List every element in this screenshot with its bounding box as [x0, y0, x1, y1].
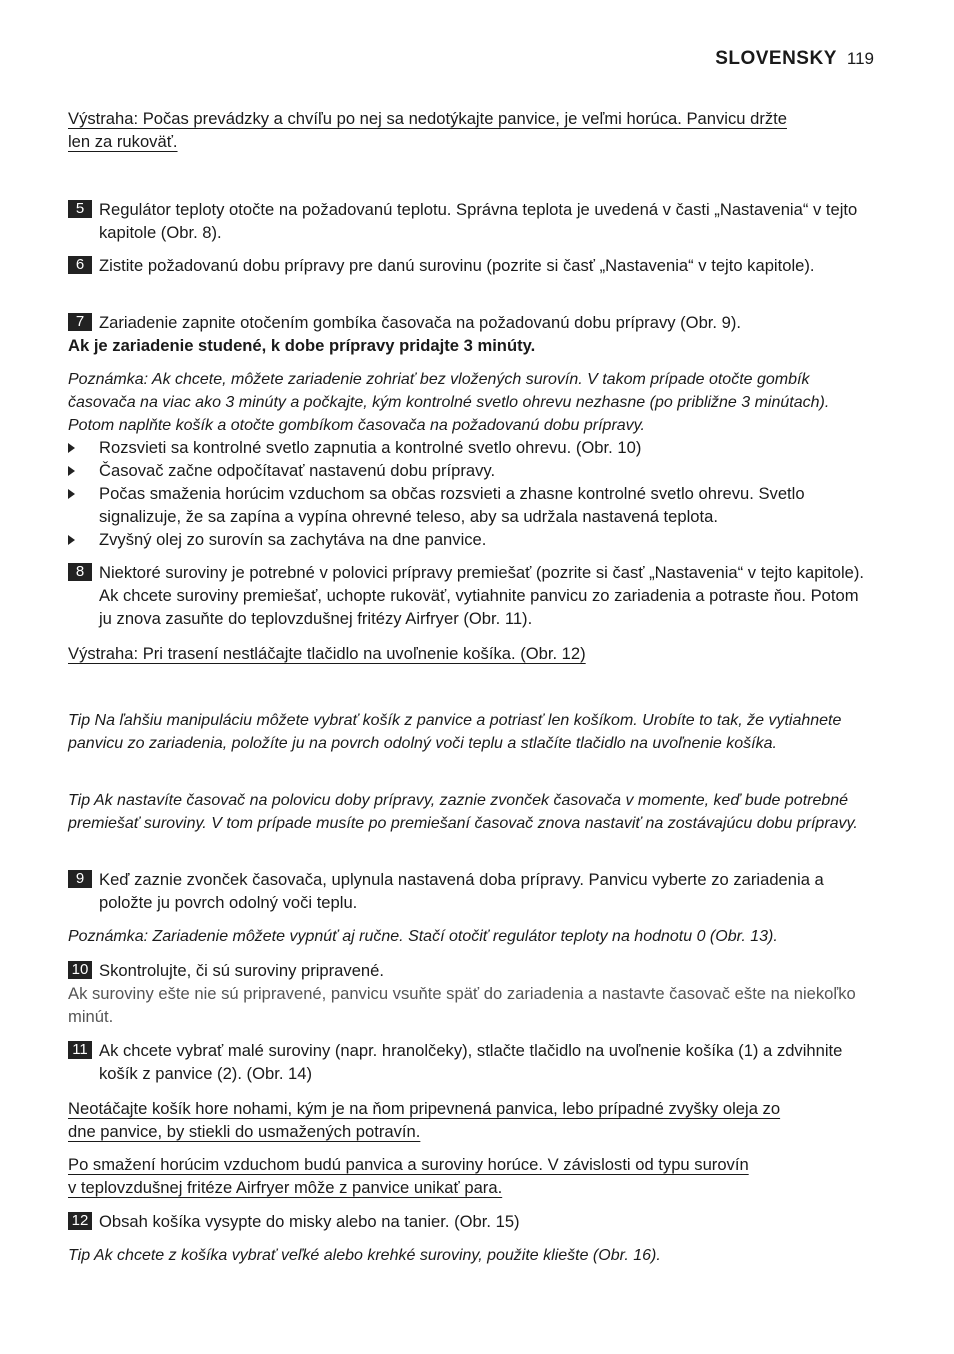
step-number: 10 — [68, 961, 92, 979]
page-number: 119 — [846, 49, 874, 68]
tip-basket: Tip Na ľahšiu manipuláciu môžete vybrať košík z panvice a potriasť len košíkom. Urobíte to tak, že vytiahnete panvicu zo zariadenia, položíte ju na povrch odolný voči teplu a stlačíte tlačidlo na uvoľnenie košíka. — [68, 712, 842, 752]
warning-line-2: len za rukoväť. — [68, 132, 178, 151]
step-number: 6 — [68, 256, 92, 274]
warning-line-1: Výstraha: Počas prevádzky a chvíľu po nej sa nedotýkajte panvice, je veľmi horúca. Panvicu držte — [68, 109, 787, 128]
step-text: Niektoré suroviny je potrebné v polovici prípravy premiešať (pozrite si časť „Nastavenia“ v tejto kapitole). Ak chcete suroviny premiešať, uchopte rukoväť, vytiahnite panvicu zo zariadenia a potraste ňou. Potom ju znova zasuňte do teplovzdušnej fritézy Airfryer (Obr. 11). — [99, 563, 865, 628]
step-number: 9 — [68, 870, 92, 888]
list-item: Rozsvieti sa kontrolné svetlo zapnutia a kontrolné svetlo ohrevu. (Obr. 10) — [68, 436, 868, 459]
tip-tongs: Tip Ak chcete z košíka vybrať veľké alebo krehké suroviny, použite kliešte (Obr. 16). — [68, 1247, 661, 1264]
step-text: Regulátor teploty otočte na požadovanú teplotu. Správna teplota je uvedená v časti „Nastavenia“ v tejto kapitole (Obr. 8). — [99, 200, 858, 242]
step-number: 7 — [68, 313, 92, 331]
step-text: Zistite požadovanú dobu prípravy pre danú surovinu (pozrite si časť „Nastavenia“ v tejto kapitole). — [99, 256, 815, 275]
step-text: Ak chcete vybrať malé suroviny (napr. hranolčeky), stlačte tlačidlo na uvoľnenie košíka (1) a zdvihnite košík z panvice (2). (Obr. 14) — [99, 1041, 843, 1083]
step-10 — [68, 959, 868, 1028]
warning-line-2: v teplovzdušnej fritéze Airfryer môže z panvice unikať para. — [68, 1178, 503, 1197]
warning-steam — [68, 1153, 868, 1199]
step-number: 5 — [68, 200, 92, 218]
step-text: Obsah košíka vysypte do misky alebo na tanier. (Obr. 15) — [99, 1212, 520, 1231]
step-11 — [68, 1039, 868, 1085]
note-manual-off: Poznámka: Zariadenie môžete vypnúť aj ručne. Stačí otočiť regulátor teploty na hodnotu 0 (Obr. 13). — [68, 928, 778, 945]
note-preheat: Poznámka: Ak chcete, môžete zariadenie zohriať bez vložených surovín. V takom prípade otočte gombík časovača na viac ako 3 minúty a počkajte, kým kontrolné svetlo ohrevu nezhasne (po približne 3 minútach). Potom naplňte košík a otočte gombíkom časovača na požadovanú dobu prípravy. — [68, 371, 830, 434]
warning-upside-down — [68, 1097, 868, 1143]
step-6 — [68, 254, 868, 277]
step-10-subtext: Ak suroviny ešte nie sú pripravené, panvicu vsuňte späť do zariadenia a nastavte časovač ešte na niekoľko minút. — [68, 984, 856, 1026]
warning-shake — [68, 642, 868, 665]
step-12 — [68, 1210, 868, 1233]
step-5 — [68, 198, 868, 244]
bullet-list — [68, 436, 868, 551]
warning-line-2: dne panvice, by stiekli do usmažených potravín. — [68, 1122, 421, 1141]
tip-timer: Tip Ak nastavíte časovač na polovicu doby prípravy, zaznie zvonček časovača v momente, keď bude potrebné premiešať suroviny. V tom prípade musíte po premiešaní časovač znova nastaviť na zostávajúcu dobu prípravy. — [68, 792, 858, 832]
step-8 — [68, 561, 868, 630]
step-number: 12 — [68, 1212, 92, 1230]
step-text: Keď zaznie zvonček časovača, uplynula nastavená doba prípravy. Panvicu vyberte zo zariadenia a položte ju povrch odolný voči teplu. — [99, 870, 824, 912]
warning-text: Výstraha: Pri trasení nestláčajte tlačidlo na uvoľnenie košíka. (Obr. 12) — [68, 644, 586, 663]
step-text: Skontrolujte, či sú suroviny pripravené. — [99, 961, 384, 980]
page-header — [715, 48, 874, 70]
language-label: SLOVENSKY — [715, 48, 837, 69]
step-number: 11 — [68, 1041, 92, 1059]
step-text: Zariadenie zapnite otočením gombíka časovača na požadovanú dobu prípravy (Obr. 9). — [99, 313, 742, 332]
step-7-bold-note: Ak je zariadenie studené, k dobe prípravy pridajte 3 minúty. — [68, 336, 536, 355]
list-item: Zvyšný olej zo surovín sa zachytáva na dne panvice. — [68, 528, 868, 551]
step-9 — [68, 868, 868, 914]
step-7 — [68, 311, 868, 357]
step-number: 8 — [68, 563, 92, 581]
warning-hot-pan — [68, 107, 868, 153]
warning-line-1: Neotáčajte košík hore nohami, kým je na ňom pripevnená panvica, lebo prípadné zvyšky oleja zo — [68, 1099, 781, 1118]
list-item: Počas smaženia horúcim vzduchom sa občas rozsvieti a zhasne kontrolné svetlo ohrevu. Svetlo signalizuje, že sa zapína a vypína ohrevné teleso, aby sa udržala nastavená teplota. — [68, 482, 868, 528]
warning-line-1: Po smažení horúcim vzduchom budú panvica a suroviny horúce. V závislosti od typu surovín — [68, 1155, 749, 1174]
list-item: Časovač začne odpočítavať nastavenú dobu prípravy. — [68, 459, 868, 482]
